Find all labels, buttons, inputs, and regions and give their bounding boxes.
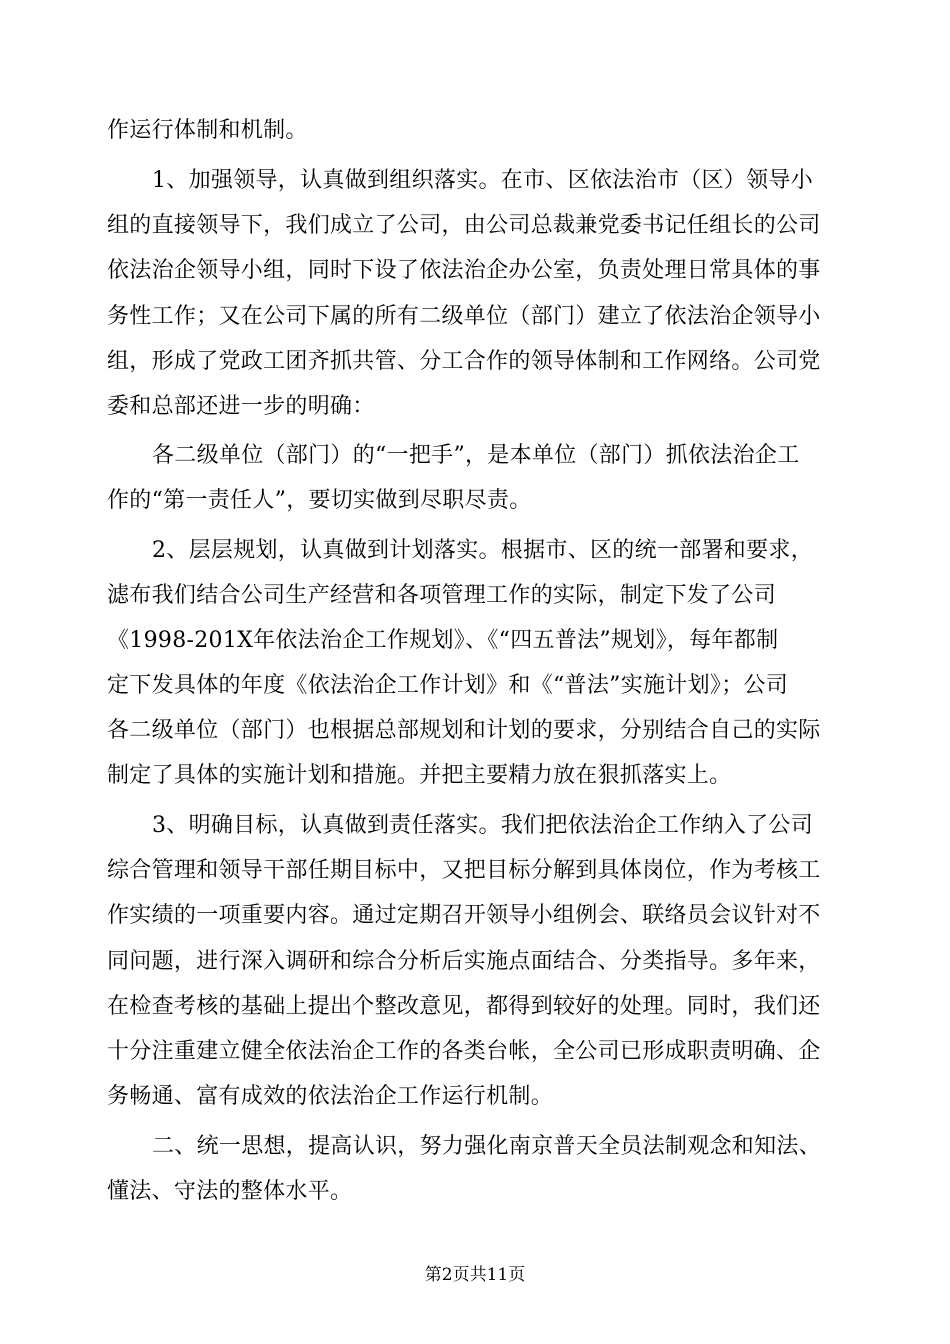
text-line: 3、明确目标，认真做到责任落实。我们把依法治企工作纳入了公司	[152, 813, 813, 838]
text-line: 二、统一思想，提高认识，努力强化南京普天全员法制观念和知法、	[152, 1134, 822, 1159]
text-line: 《1998-201X年依法治企工作规划》、《“四五普法”规划》，每年都制	[107, 628, 779, 653]
text-line: 制定了具体的实施计划和措施。并把主要精力放在狠抓落实上。	[107, 763, 732, 788]
text-line: 各二级单位（部门）也根据总部规划和计划的要求，分别结合自己的实际	[107, 718, 821, 743]
text-line: 依法治企领导小组，同时下设了依法治企办公室，负责处理日常具体的事	[107, 258, 821, 283]
text-line: 委和总部还进一步的明确：	[107, 394, 375, 419]
text-line: 滤布我们结合公司生产经营和各项管理工作的实际，制定下发了公司	[107, 583, 777, 608]
text-line: 组的直接领导下，我们成立了公司，由公司总裁兼党委书记任组长的公司	[107, 213, 821, 238]
text-line: 2、层层规划，认真做到计划落实。根据市、区的统一部署和要求，	[152, 538, 813, 563]
text-line: 作实绩的一项重要内容。通过定期召开领导小组例会、联络员会议针对不	[107, 903, 821, 928]
text-line: 务畅通、富有成效的依法治企工作运行机制。	[107, 1084, 554, 1109]
text-line: 务性工作；又在公司下属的所有二级单位（部门）建立了依法治企领导小	[107, 304, 821, 329]
page-number: 第2页共11页	[424, 1265, 526, 1285]
text-line: 组，形成了党政工团齐抓共管、分工合作的领导体制和工作网络。公司党	[107, 349, 821, 374]
text-line: 作运行体制和机制。	[107, 118, 308, 143]
text-line: 各二级单位（部门）的“一把手”，是本单位（部门）抓依法治企工	[152, 443, 800, 468]
text-line: 1、加强领导，认真做到组织落实。在市、区依法治市（区）领导小	[152, 168, 813, 193]
text-line: 作的“第一责任人”，要切实做到尽职尽责。	[107, 488, 532, 513]
text-line: 在检查考核的基础上提出个整改意见，都得到较好的处理。同时，我们还	[107, 994, 821, 1019]
text-line: 同问题，进行深入调研和综合分析后实施点面结合、分类指导。多年来，	[107, 949, 821, 974]
text-line: 十分注重建立健全依法治企工作的各类台帐，全公司已形成职责明确、企	[107, 1039, 821, 1064]
text-line: 综合管理和领导干部任期目标中，又把目标分解到具体岗位，作为考核工	[107, 858, 821, 883]
text-line: 懂法、守法的整体水平。	[107, 1179, 353, 1204]
text-line: 定下发具体的年度《依法治企工作计划》和《“普法”实施计划》；公司	[107, 673, 789, 698]
